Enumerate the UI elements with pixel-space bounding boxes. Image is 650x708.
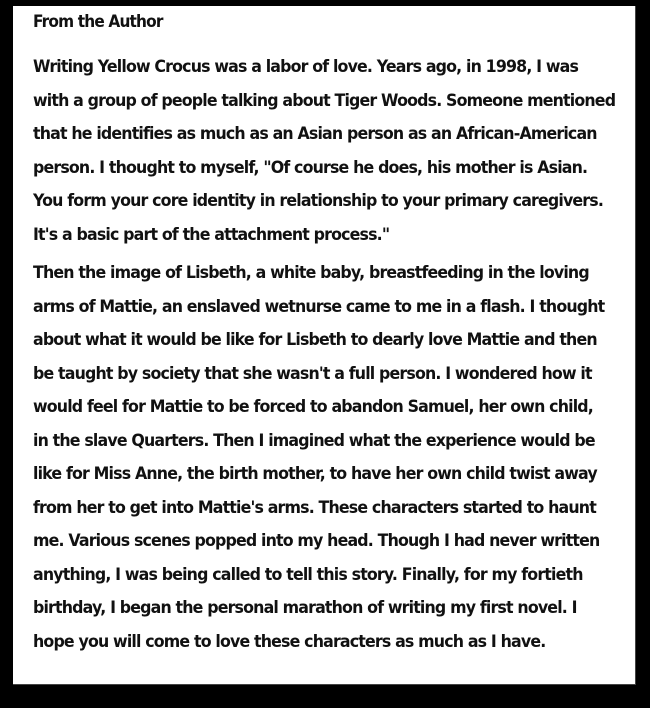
text-line: hope you will come to love these characters as much as I have. (33, 631, 546, 652)
text-line: You form your core identity in relationship to your primary caregivers. (33, 191, 604, 211)
text-line: with a group of people talking about Tiger Woods. Someone mentioned (33, 90, 616, 111)
text-line: arms of Mattie, an enslaved wetnurse came to me in a flash. I thought (33, 296, 605, 317)
author-note (33, 9, 616, 659)
text-line: me. Various scenes popped into my head. Though I had never written (33, 531, 600, 551)
text-line: person. I thought to myself, "Of course he does, his mother is Asian. (33, 157, 588, 178)
paragraph-2 (33, 257, 610, 659)
text-line: anything, I was being called to tell this story. Finally, for my fortieth (33, 564, 583, 585)
section-heading: From the Author (33, 12, 163, 31)
text-line: birthday, I began the personal marathon of writing my first novel. I (33, 598, 577, 618)
text-line: from her to get into Mattie's arms. These characters started to haunt (33, 497, 596, 518)
text-line: It's a basic part of the attachment process." (33, 224, 390, 245)
paragraph-1 (33, 51, 616, 252)
text-line: like for Miss Anne, the birth mother, to have her own child twist away (33, 464, 597, 484)
text-line: about what it would be like for Lisbeth to dearly love Mattie and then (33, 330, 597, 350)
text-line: Writing Yellow Crocus was a labor of love. Years ago, in 1998, I was (33, 57, 579, 77)
text-line: be taught by society that she wasn't a full person. I wondered how it (33, 363, 592, 384)
text-line: Then the image of Lisbeth, a white baby, breastfeeding in the loving (33, 263, 589, 283)
text-line: that he identifies as much as an Asian person as an African-American (33, 124, 597, 144)
text-line: in the slave Quarters. Then I imagined what the experience would be (33, 430, 595, 451)
text-line: would feel for Mattie to be forced to abandon Samuel, her own child, (33, 397, 593, 417)
